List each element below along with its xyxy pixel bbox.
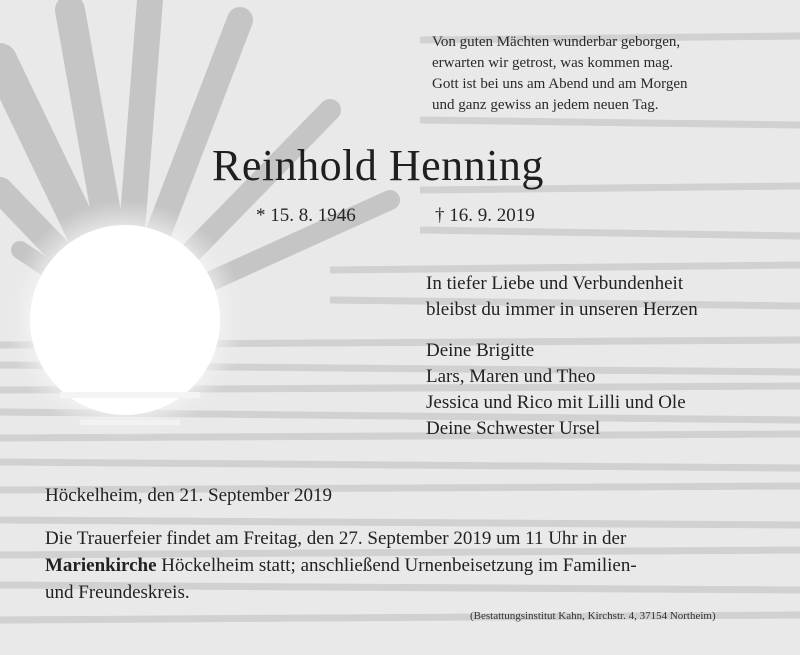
poem-line: Gott ist bei uns am Abend und am Morgen [432,76,688,92]
mourner: Deine Brigitte [426,340,535,361]
poem [432,32,688,116]
place-and-date: Höckelheim, den 21. September 2019 [45,485,333,506]
sun [30,225,220,415]
horizon-reflection-2 [80,420,180,425]
ceremony-line: Die Trauerfeier findet am Freitag, den 27. September 2019 um 11 Uhr in der [45,528,627,549]
deceased-name: Reinhold Henning [212,141,544,190]
message-line: bleibst du immer in unseren Herzen [426,299,698,320]
ceremony-line: und Freundeskreis. [45,582,190,603]
farewell-message [426,271,698,323]
poem-line: und ganz gewiss an jedem neuen Tag. [432,97,659,113]
death-date: † 16. 9. 2019 [435,205,535,226]
ceremony-line-rest: Höckelheim statt; anschließend Urnenbeisetzung im Familien- [156,555,637,576]
message-line: In tiefer Liebe und Verbundenheit [426,273,684,294]
poem-line: erwarten wir getrost, was kommen mag. [432,55,674,71]
mourners-list [426,338,686,442]
ceremony-line [45,552,637,579]
birth-date: * 15. 8. 1946 [256,205,356,226]
church-name: Marienkirche [45,555,157,576]
mourner: Lars, Maren und Theo [426,366,596,387]
ceremony-notice [45,525,637,606]
mourner: Deine Schwester Ursel [426,418,601,439]
poem-line: Von guten Mächten wunderbar geborgen, [432,34,681,50]
mourner: Jessica und Rico mit Lilli und Ole [426,392,686,413]
undertaker-info: (Bestattungsinstitut Kahn, Kirchstr. 4, 37154 Northeim) [470,610,716,622]
horizon-reflection [60,392,200,398]
